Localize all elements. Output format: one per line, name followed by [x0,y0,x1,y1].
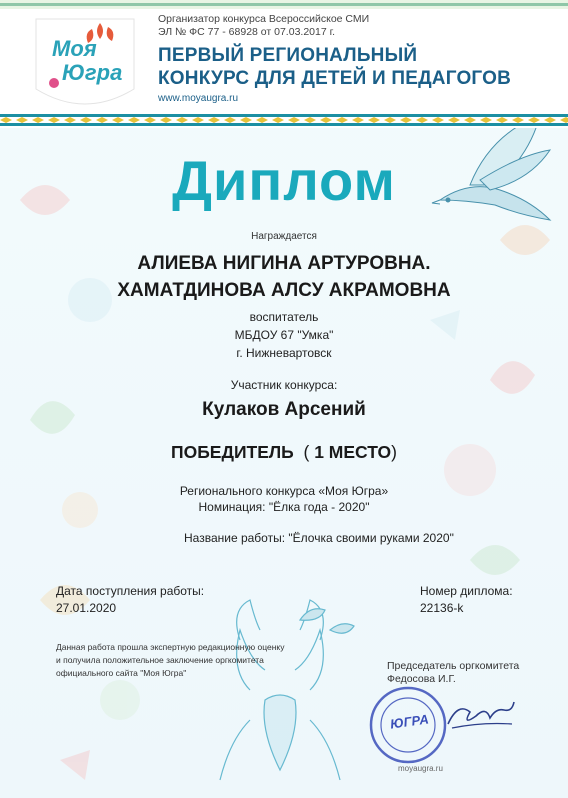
received-label: Дата поступления работы: [56,584,205,598]
place-text: 1 МЕСТО [314,442,392,462]
expert-note-line-1: Данная работа прошла экспертную редакционную оценку [56,642,285,652]
chairman-signature [442,694,520,734]
stamp-text: ЮГРА [389,711,430,732]
awardee-institution: МБДОУ 67 "Умка" [234,328,334,342]
header-band [0,0,568,112]
organizer-line-1: Организатор конкурса Всероссийское СМИ [158,13,370,25]
chairman-label: Председатель оргкомитета [387,660,520,672]
awardee-names [0,250,568,304]
nomination: Номинация: "Ёлка года - 2020" [198,500,370,514]
logo-word-yugra: Югра [62,60,123,85]
expert-note [56,641,284,680]
chairman-name: Федосова И.Г. [387,673,456,685]
participant-name: Кулаков Арсений [202,399,366,420]
organizer-info [158,13,369,39]
awardee-role: воспитатель [249,310,319,324]
awardee-line-1: АЛИЕВА НИГИНА АРТУРОВНА. [137,253,431,274]
result-text: ПОБЕДИТЕЛЬ [171,442,294,462]
participant-label: Участник конкурса: [230,378,338,392]
contest-name: Регионального конкурса «Моя Югра» [179,484,389,498]
organizer-line-2: ЭЛ № ФС 77 - 68928 от 07.03.2017 г. [158,26,336,38]
work-title: Название работы: "Ёлочка своими руками 2020" [184,531,454,545]
footer-site-url[interactable]: moyaugra.ru [398,764,443,773]
logo-word-moya: Моя [52,36,97,61]
result-line [0,442,568,463]
diploma-number: 22136-k [420,601,464,615]
site-url-link[interactable]: www.moyaugra.ru [158,93,239,104]
expert-note-line-3: официального сайта "Моя Югра" [56,668,187,678]
expert-note-line-2: и получила положительное заключение оргкомитета [56,655,264,665]
place-badge: ( 1 МЕСТО) [303,442,397,462]
received-date: 27.01.2020 [56,601,117,615]
diploma-title: Диплом [172,149,396,212]
deer-illustration [220,600,354,780]
contest-title-line-1: ПЕРВЫЙ РЕГИОНАЛЬНЫЙ [158,45,418,66]
diploma-number-label: Номер диплома: [420,584,513,598]
contest-title [158,44,511,90]
header-ornament-border [0,112,568,128]
top-ornament-border [0,0,568,9]
awardee-line-2: ХАМАТДИНОВА АЛСУ АКРАМОВНА [117,280,451,301]
contest-title-line-2: КОНКУРС ДЛЯ ДЕТЕЙ И ПЕДАГОГОВ [158,68,512,89]
awarded-label: Награждается [251,231,317,242]
awardee-city: г. Нижневартовск [236,346,332,360]
